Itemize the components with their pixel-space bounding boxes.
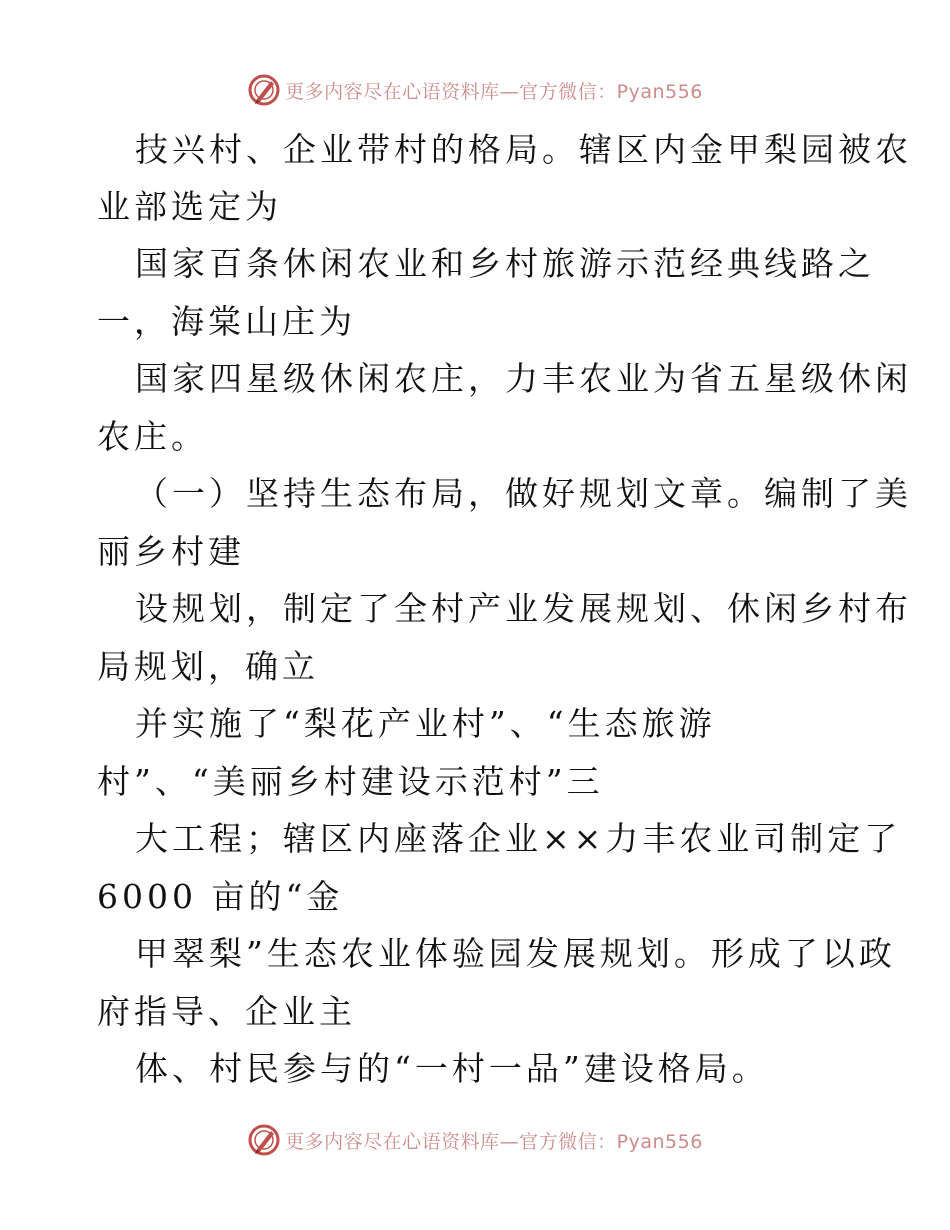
text-line: 局规划，确立	[97, 647, 319, 686]
text-line: 甲翠梨”生态农业体验园发展规划。形成了以政	[135, 934, 896, 973]
text-line: 并实施了“梨花产业村”、“生态旅游	[135, 704, 716, 743]
pen-logo-icon	[247, 73, 281, 107]
text-line: 6000 亩的“金	[97, 877, 344, 916]
header-watermark	[0, 70, 950, 110]
text-line: 国家百条休闲农业和乡村旅游示范经典线路之	[135, 244, 875, 283]
text-line: 丽乡村建	[97, 532, 245, 571]
text-line: 大工程；辖区内座落企业××力丰农业司制定了	[135, 819, 902, 858]
text-line: 业部选定为	[97, 187, 282, 226]
watermark-text: 更多内容尽在心语资料库—官方微信：Pyan556	[285, 1130, 703, 1153]
text-line: 国家四星级休闲农庄，力丰农业为省五星级休闲	[135, 359, 912, 398]
text-line: 农庄。	[97, 417, 208, 456]
text-line: 设规划，制定了全村产业发展规划、休闲乡村布	[135, 589, 912, 628]
footer-watermark	[0, 1120, 950, 1160]
text-line: 村”、“美丽乡村建设示范村”三	[97, 762, 604, 801]
text-line: 府指导、企业主	[97, 992, 356, 1031]
text-line: 一，海棠山庄为	[97, 302, 356, 341]
text-line: 体、村民参与的“一村一品”建设格局。	[135, 1049, 769, 1088]
watermark-text: 更多内容尽在心语资料库—官方微信：Pyan556	[285, 80, 703, 103]
text-line: （一）坚持生态布局，做好规划文章。编制了美	[135, 474, 912, 513]
pen-logo-icon	[247, 1123, 281, 1157]
text-line: 技兴村、企业带村的格局。辖区内金甲梨园被农	[135, 130, 912, 169]
